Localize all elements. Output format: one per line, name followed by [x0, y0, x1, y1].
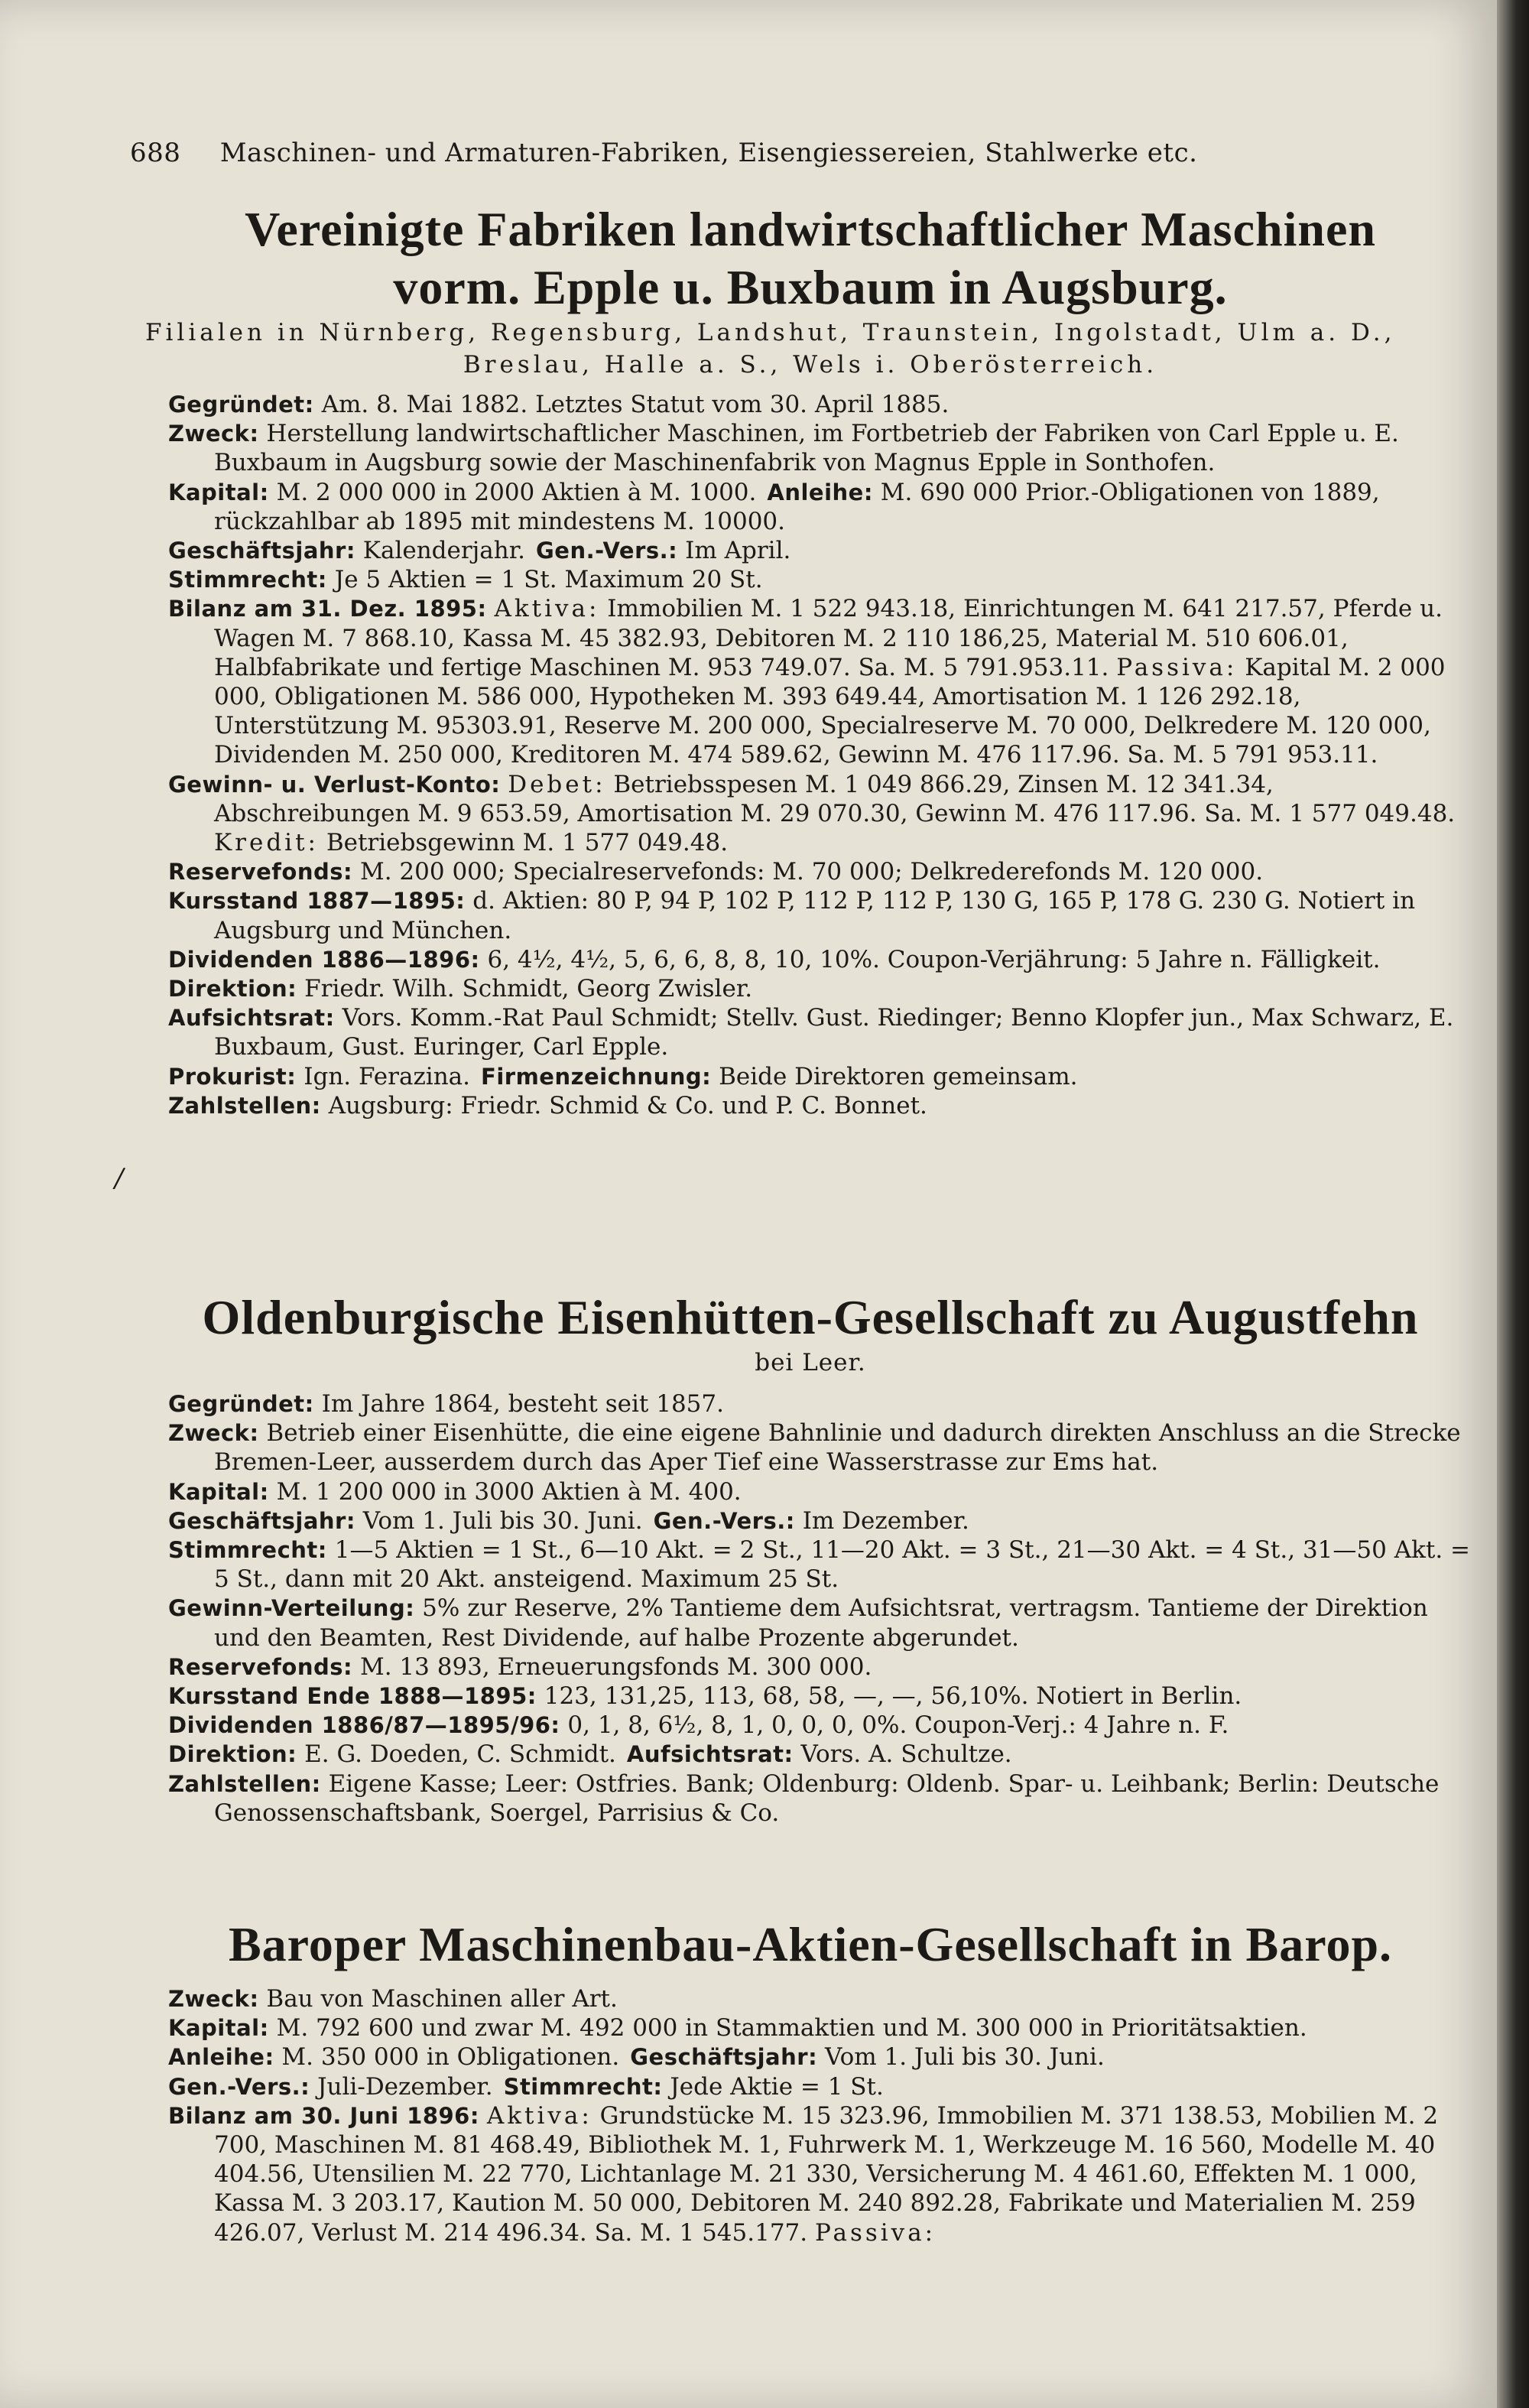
- entry-zahlstellen: Zahlstellen: Eigene Kasse; Leer: Ostfries. Bank; Oldenburg: Oldenb. Spar- u. Leihbank; Berlin: Deutsche Genossenschaftsbank, Soergel, Parrisius & Co.: [168, 1769, 1440, 1827]
- entry-kapital: Kapital: M. 1 200 000 in 3000 Aktien à M. 400.: [168, 1477, 742, 1506]
- company-entry-augustfehn: [145, 1288, 1475, 1828]
- entry-dividenden: Dividenden 1886/87—1895/96: 0, 1, 8, 6½, 8, 1, 0, 0, 0, 0%. Coupon-Verj.: 4 Jahre n. F.: [168, 1711, 1229, 1740]
- entry-kapital: Kapital: M. 2 000 000 in 2000 Aktien à M. 1000. Anleihe: M. 690 000 Prior.-Obligationen von 1889, rückzahlbar ab 1895 mit mindestens M. 10000.: [168, 478, 1380, 535]
- entry-zweck: Zweck: Bau von Maschinen aller Art.: [168, 1985, 618, 2013]
- entry-bilanz: Bilanz am 31. Dez. 1895: Aktiva: Immobilien M. 1 522 943.18, Einrichtungen M. 641 217.57, Pferde u. Wagen M. 7 868.10, Kassa M. 45 382.93, Debitoren M. 2 110 186,25, Material M. 510 606.01, Halbfabrikate und fertige Maschinen M. 953 749.07. Sa. M. 5 791.953.11. Passiva: Kapital M. 2 000 000, Obligationen M. 586 000, Hypotheken M. 393 649.44, Amortisation M. 1 126 292.18, Unterstützung M. 95303.91, Reserve M. 200 000, Specialreserve M. 70 000, Delkredere M. 120 000, Dividenden M. 250 000, Kreditoren M. 474 589.62, Gewinn M. 476 117.96. Sa. M. 5 791 953.11.: [168, 595, 1446, 769]
- running-title: Maschinen- und Armaturen-Fabriken, Eisengiessereien, Stahlwerke etc.: [219, 138, 1198, 168]
- company-title: Baroper Maschinenbau-Aktien-Gesellschaft in Barop.: [228, 1917, 1393, 1971]
- entry-gegruendet: Gegründet: Am. 8. Mai 1882. Letztes Statut vom 30. April 1885.: [168, 391, 950, 418]
- company-entry-epple-buxbaum: [145, 200, 1475, 1120]
- entry-geschaeftsjahr: Geschäftsjahr: Kalenderjahr. Gen.-Vers.: Im April.: [168, 537, 791, 565]
- entry-direktion: Direktion: E. G. Doeden, C. Schmidt. Aufsichtsrat: Vors. A. Schultze.: [168, 1740, 1012, 1769]
- entry-anleihe: Anleihe: M. 350 000 in Obligationen. Geschäftsjahr: Vom 1. Juli bis 30. Juni.: [168, 2043, 1105, 2072]
- entry-zahlstellen: Zahlstellen: Augsburg: Friedr. Schmid & Co. und P. C. Bonnet.: [168, 1091, 927, 1120]
- entry-reservefonds: Reservefonds: M. 200 000; Specialreservefonds: M. 70 000; Delkrederefonds M. 120 000.: [168, 858, 1264, 886]
- entry-aufsichtsrat: Aufsichtsrat: Vors. Komm.-Rat Paul Schmidt; Stellv. Gust. Riedinger; Benno Klopfer jun., Max Schwarz, E. Buxbaum, Gust. Euringer, Carl Epple.: [168, 1004, 1454, 1061]
- entry-gen-vers: Gen.-Vers.: Juli-Dezember. Stimmrecht: Jede Aktie = 1 St.: [168, 2072, 884, 2101]
- entry-zweck: Zweck: Herstellung landwirtschaftlicher Maschinen, im Fortbetrieb der Fabriken von Carl Epple u. E. Buxbaum in Augsburg sowie der Maschinenfabrik von Magnus Epple in Sonthofen.: [168, 420, 1399, 477]
- company-title-line2: vorm. Epple u. Buxbaum in Augsburg.: [393, 260, 1228, 314]
- entry-dividenden: Dividenden 1886—1896: 6, 4½, 4½, 5, 6, 6, 8, 8, 10, 10%. Coupon-Verjährung: 5 Jahre n. Fälligkeit.: [168, 945, 1381, 973]
- margin-mark: /: [115, 1163, 124, 1194]
- entry-gewinn-verteilung: Gewinn-Verteilung: 5% zur Reserve, 2% Tantieme dem Aufsichtsrat, vertragsm. Tantieme der Direktion und den Beamten, Rest Dividende, auf halbe Prozente abgerundet.: [168, 1594, 1428, 1652]
- entry-zweck: Zweck: Betrieb einer Eisenhütte, die eine eigene Bahnlinie und dadurch direkten Anschluss an die Strecke Bremen-Leer, ausserdem durch das Aper Tief eine Wasserstrasse zur Ems hat.: [168, 1419, 1461, 1477]
- entry-kursstand: Kursstand Ende 1888—1895: 123, 131,25, 113, 68, 58, —, —, 56,10%. Notiert in Berlin.: [168, 1682, 1242, 1711]
- company-location: bei Leer.: [755, 1349, 866, 1376]
- branches-line: Breslau, Halle a. S., Wels i. Oberösterreich.: [463, 351, 1158, 379]
- entry-direktion: Direktion: Friedr. Wilh. Schmidt, Georg Zwisler.: [168, 975, 753, 1003]
- entry-geschaeftsjahr: Geschäftsjahr: Vom 1. Juli bis 30. Juni. Gen.-Vers.: Im Dezember.: [168, 1506, 969, 1535]
- entry-kursstand: Kursstand 1887—1895: d. Aktien: 80 P, 94 P, 102 P, 112 P, 112 P, 130 G, 165 P, 178 G. 230 G. Notiert in Augsburg und München.: [168, 887, 1416, 944]
- book-spine-shadow: [1497, 0, 1529, 2408]
- entry-stimmrecht: Stimmrecht: Je 5 Aktien = 1 St. Maximum 20 St.: [168, 566, 763, 594]
- entry-gegruendet: Gegründet: Im Jahre 1864, besteht seit 1857.: [168, 1390, 724, 1418]
- branches-line: Filialen in Nürnberg, Regensburg, Landshut, Traunstein, Ingolstadt, Ulm a. D.,: [145, 319, 1396, 346]
- entry-stimmrecht: Stimmrecht: 1—5 Aktien = 1 St., 6—10 Akt. = 2 St., 11—20 Akt. = 3 St., 21—30 Akt. = 4 St., 31—50 Akt. = 5 St., dann mit 20 Akt. ansteigend. Maximum 25 St.: [168, 1536, 1471, 1594]
- page-number: 688: [130, 138, 181, 168]
- entry-gewinn-verlust: Gewinn- u. Verlust-Konto: Debet: Betriebsspesen M. 1 049 866.29, Zinsen M. 12 341.34, Abschreibungen M. 9 653.59, Amortisation M. 29 070.30, Gewinn M. 476 117.96. Sa. M. 1 577 049.48. Kredit: Betriebsgewinn M. 1 577 049.48.: [168, 770, 1456, 857]
- running-header: [130, 138, 1323, 168]
- company-entry-barop: [145, 1916, 1475, 2247]
- entry-reservefonds: Reservefonds: M. 13 893, Erneuerungsfonds M. 300 000.: [168, 1652, 872, 1681]
- entry-kapital: Kapital: M. 792 600 und zwar M. 492 000 in Stammaktien und M. 300 000 in Prioritätsaktien.: [168, 2014, 1307, 2042]
- entry-bilanz: Bilanz am 30. Juni 1896: Aktiva: Grundstücke M. 15 323.96, Immobilien M. 371 138.53, Mobilien M. 2 700, Maschinen M. 81 468.49, Bibliothek M. 1, Fuhrwerk M. 1, Werkzeuge M. 16 560, Modelle M. 40 404.56, Utensilien M. 22 770, Lichtanlage M. 21 330, Versicherung M. 4 461.60, Effekten M. 1 000, Kassa M. 3 203.17, Kaution M. 50 000, Debitoren M. 240 892.28, Fabrikate und Materialien M. 259 426.07, Verlust M. 214 496.34. Sa. M. 1 545.177. Passiva:: [168, 2101, 1439, 2247]
- company-title: Vereinigte Fabriken landwirtschaftlicher Maschinen: [245, 202, 1376, 256]
- company-title: Oldenburgische Eisenhütten-Gesellschaft zu Augustfehn: [202, 1290, 1419, 1344]
- entry-prokurist: Prokurist: Ign. Ferazina. Firmenzeichnung: Beide Direktoren gemeinsam.: [168, 1062, 1078, 1090]
